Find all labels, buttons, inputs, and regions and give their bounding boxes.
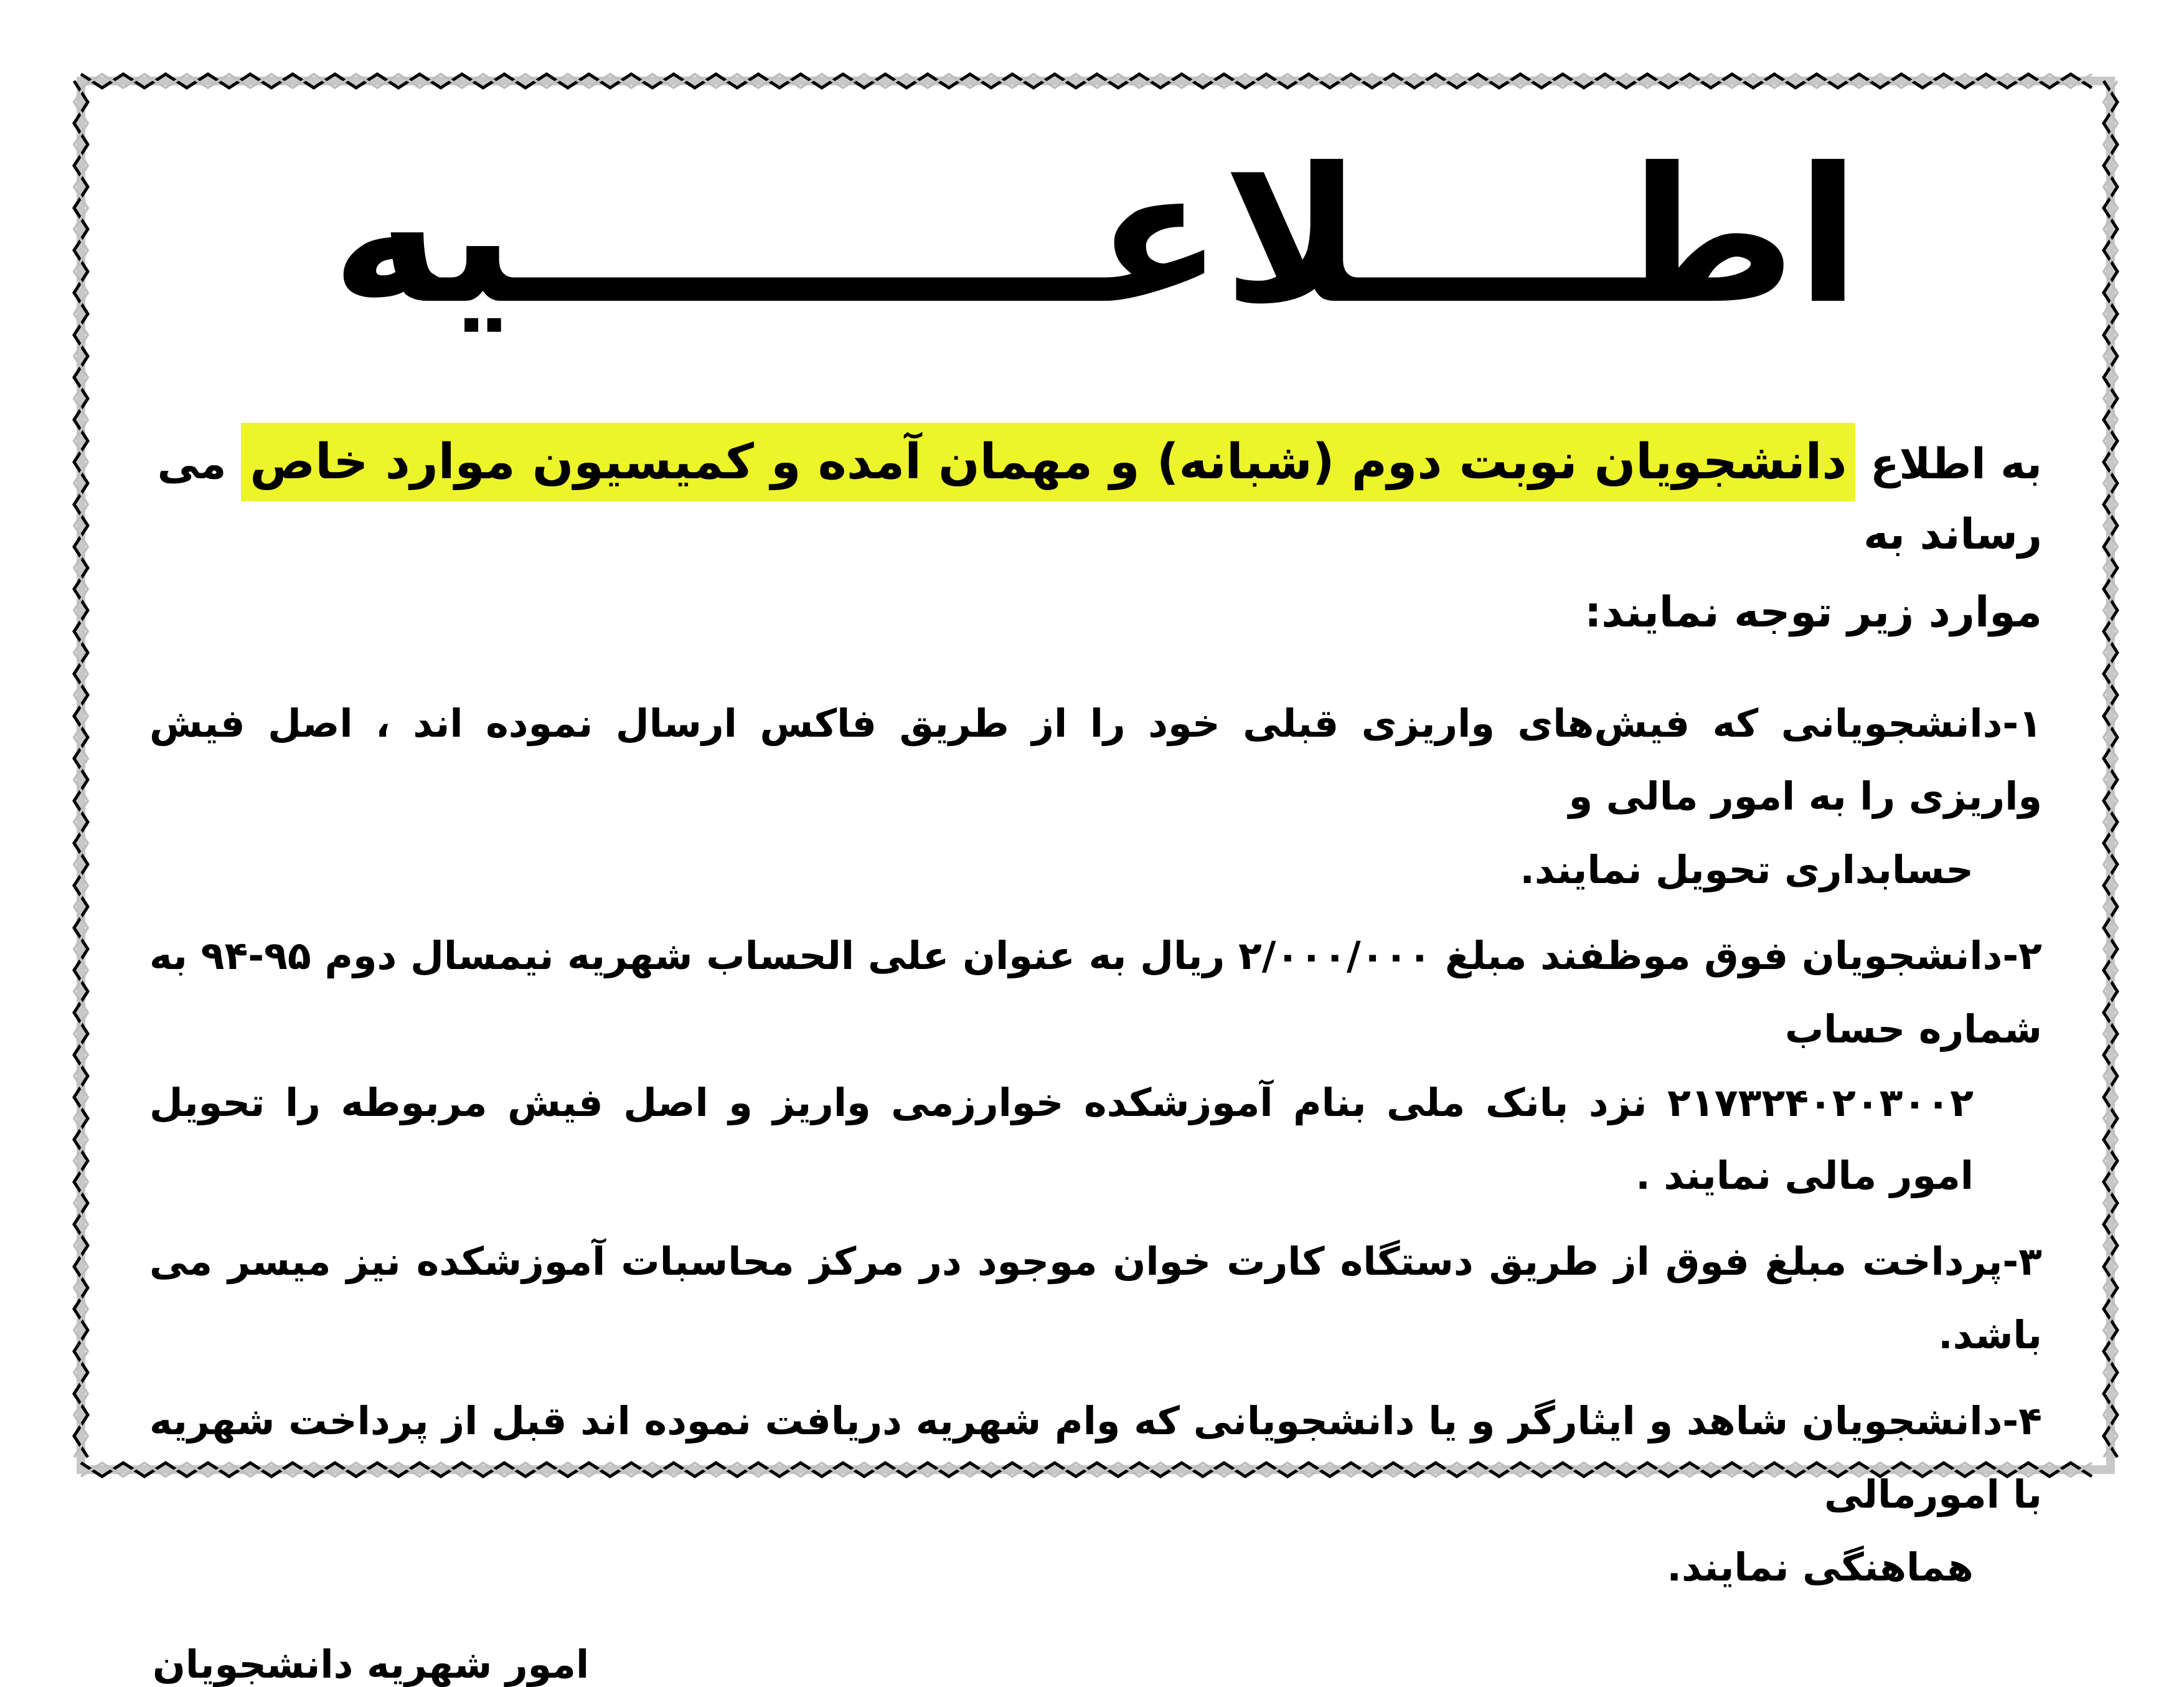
notice-title: اطــــلاعـــــــــیه bbox=[331, 128, 1860, 345]
item-1-line2: حسابداری تحویل نمایند. bbox=[1520, 847, 1974, 893]
intro-lead: به اطلاع bbox=[1870, 440, 2042, 489]
notice-item-2 bbox=[149, 919, 2042, 1212]
item-2-line2: ۲۱۷۳۲۴۰۲۰۳۰۰۲ نزد بانک ملی بنام آموزشکده خوارزمی واریز و اصل فیش مربوطه را تحویل امور مالی نمایند . bbox=[149, 1079, 1974, 1199]
item-4-line2: هماهنگی نمایند. bbox=[1667, 1544, 1974, 1590]
item-3-line1: ۳-پرداخت مبلغ فوق از طریق دستگاه کارت خوان موجود در مرکز محاسبات آموزشکده نیز میسر می باشد. bbox=[149, 1239, 2042, 1358]
intro-line2: موارد زیر توجه نمایند: bbox=[1584, 587, 2042, 637]
intro-highlight: دانشجویان نوبت دوم (شبانه) و مهمان آمده و کمیسیون موارد خاص bbox=[241, 423, 1855, 501]
item-2-line1: ۲-دانشجویان فوق موظفند مبلغ ۲/۰۰۰/۰۰۰ ریال به عنوان علی الحساب شهریه نیمسال دوم ۹۵-۹۴ به شماره حساب bbox=[149, 932, 2043, 1052]
intro-tail: می رساند به bbox=[157, 440, 2042, 559]
notice-item-4 bbox=[149, 1384, 2042, 1604]
notice-item-1 bbox=[149, 687, 2042, 907]
intro-paragraph bbox=[149, 423, 2042, 569]
notice-content bbox=[149, 128, 2043, 1687]
signature-row bbox=[149, 1617, 2042, 1687]
signature: امور شهریه دانشجویان bbox=[153, 1642, 590, 1687]
item-4-line1: ۴-دانشجویان شاهد و ایثارگر و یا دانشجویانی که وام شهریه دریافت نموده اند قبل از پرداخت شهریه با امورمالی bbox=[149, 1397, 2042, 1517]
notice-item-3 bbox=[149, 1225, 2042, 1372]
item-1-line1: ۱-دانشجویانی که فیش‌های واریزی قبلی خود را از طریق فاکس ارسال نموده اند ، اصل فیش واریزی را به امور مالی و bbox=[149, 700, 2042, 820]
